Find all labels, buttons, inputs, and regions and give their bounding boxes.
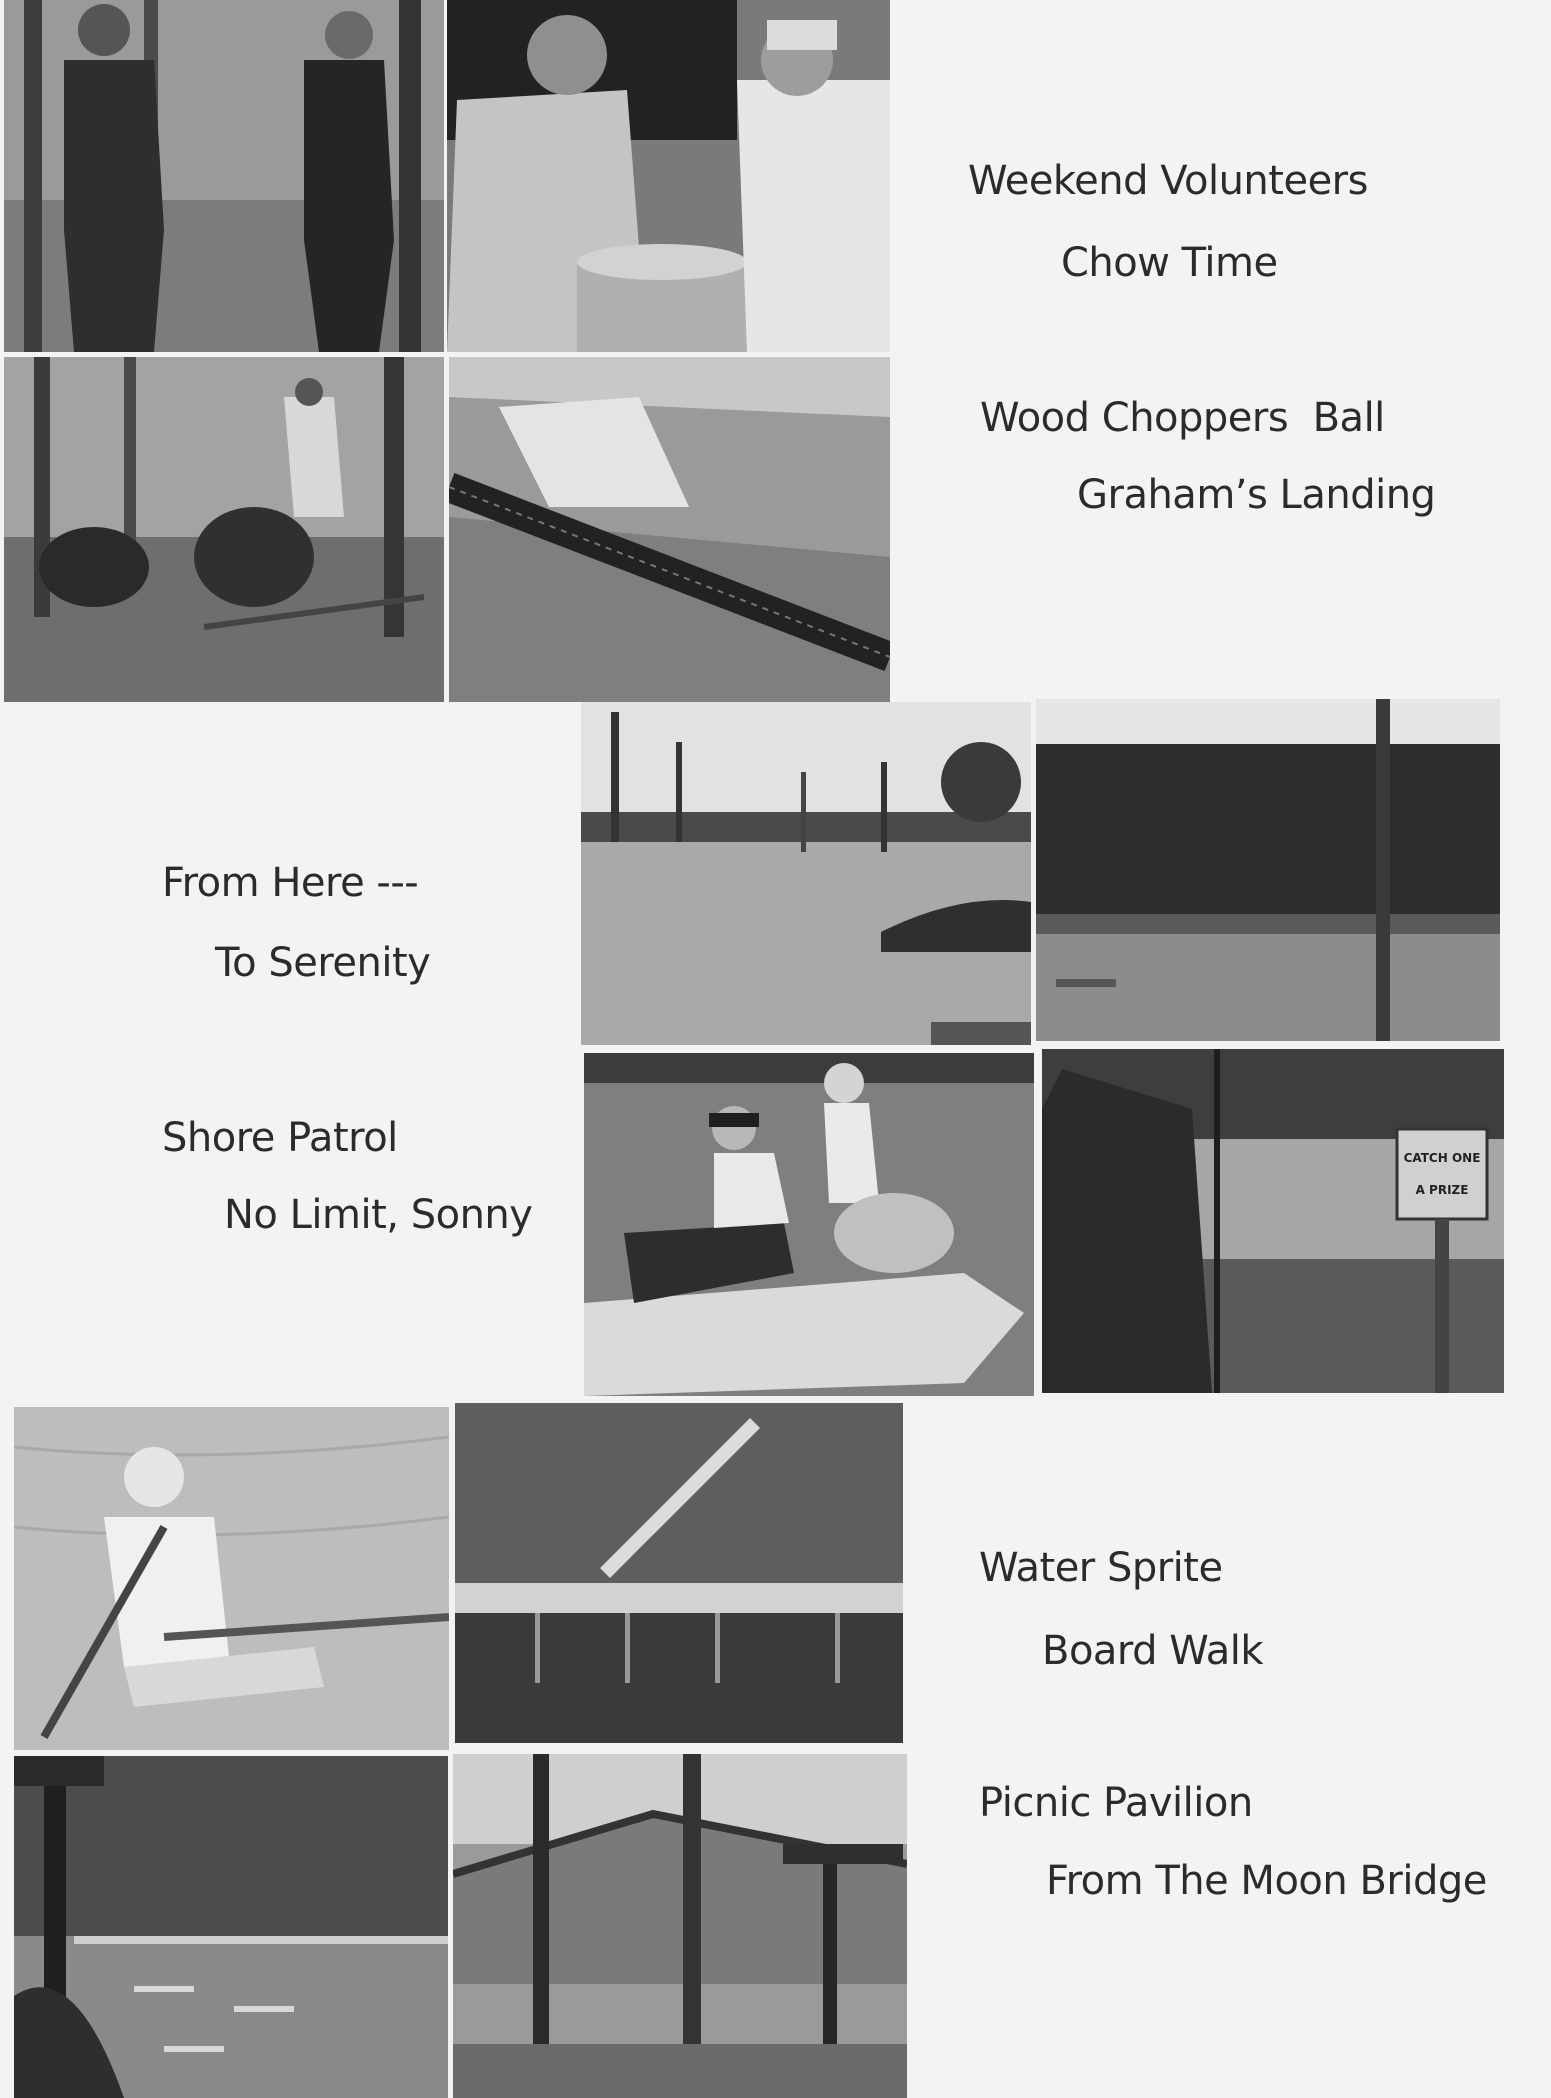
photo-to-serenity	[1036, 699, 1500, 1041]
photo-wood-choppers-ball	[4, 357, 444, 702]
photo-water-sprite	[14, 1407, 449, 1750]
caption-wood-choppers-ball: Wood Choppers Ball	[980, 395, 1385, 441]
photo-board-walk	[455, 1403, 903, 1743]
photo-no-limit-sonny	[1042, 1049, 1504, 1393]
photo-from-the-moon-bridge	[453, 1754, 907, 2098]
sign-line-a-prize: A PRIZE	[1415, 1183, 1469, 1197]
caption-weekend-volunteers: Weekend Volunteers	[968, 158, 1368, 204]
caption-no-limit-sonny: No Limit, Sonny	[224, 1192, 533, 1238]
photo-from-here	[581, 702, 1031, 1045]
photo-picnic-pavilion	[14, 1756, 448, 2098]
photo-shore-patrol	[584, 1053, 1034, 1396]
catch-one-sign	[1397, 1129, 1487, 1219]
sign-line-catch-one: CATCH ONE	[1403, 1151, 1481, 1165]
photo-weekend-volunteers	[4, 0, 444, 352]
caption-chow-time: Chow Time	[1061, 240, 1278, 286]
caption-shore-patrol: Shore Patrol	[162, 1115, 398, 1161]
caption-picnic-pavilion: Picnic Pavilion	[979, 1780, 1253, 1826]
photo-chow-time	[447, 0, 890, 352]
caption-water-sprite: Water Sprite	[979, 1545, 1223, 1591]
caption-grahams-landing: Graham’s Landing	[1077, 472, 1436, 518]
caption-board-walk: Board Walk	[1042, 1628, 1264, 1674]
caption-from-the-moon-bridge: From The Moon Bridge	[1046, 1858, 1487, 1904]
photo-grahams-landing	[449, 357, 890, 702]
caption-to-serenity: To Serenity	[215, 940, 431, 986]
caption-from-here: From Here ---	[162, 860, 419, 906]
